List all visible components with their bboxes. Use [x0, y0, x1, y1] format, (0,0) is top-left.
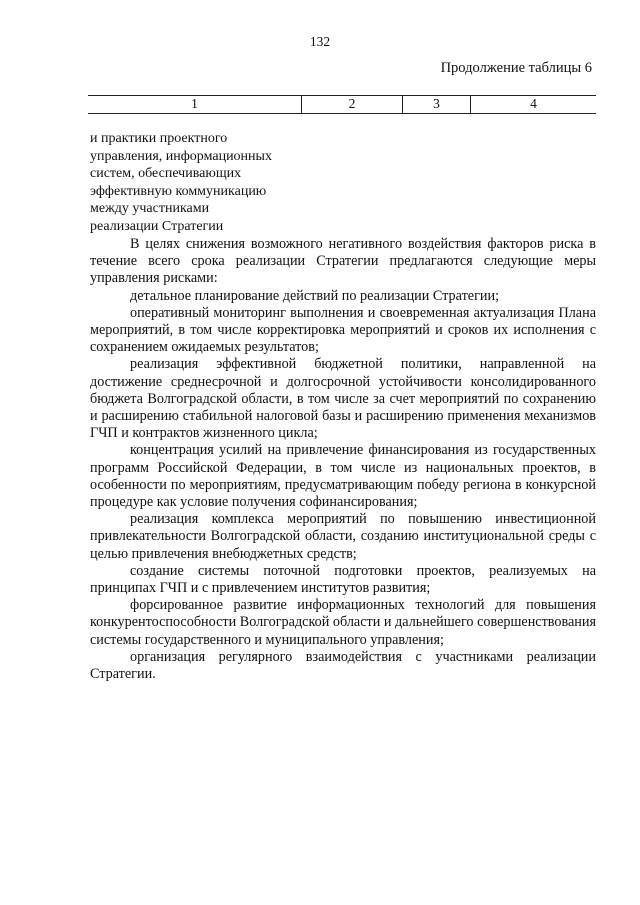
cell-line: управления, информационных [90, 148, 272, 164]
table-cell-column-1 [90, 130, 272, 235]
paragraph-measure: реализация эффективной бюджетной политики, направленной на достижение среднесрочной и долгосрочной устойчивости консолидированного бюджета Волгоградской области, в том числе за счет мероприятий по сохранению и расширению стабильной налоговой базы и расширению применения механизмов ГЧП и контрактов жизненного цикла; [90, 356, 596, 442]
cell-line: между участниками [90, 201, 210, 216]
cell-line: реализации Стратегии [90, 218, 224, 234]
paragraph-measure: форсированное развитие информационных технологий для повышения конкурентоспособности Волгоградской области и дальнейшего совершенствования системы государственного и муниципального управления; [90, 597, 596, 648]
paragraph-measure: создание системы поточной подготовки проектов, реализуемых на принципах ГЧП и с привлечением институтов развития; [90, 562, 596, 597]
page-number: 132 [309, 34, 331, 49]
paragraph-measure: концентрация усилий на привлечение финансирования из государственных программ Российской Федерации, в том числе из национальных проектов, в особенности по мероприятиям, предусматривающим победу региона в конкурсной процедуре как условие получения софинансирования; [90, 442, 596, 511]
paragraph-measure: реализация комплекса мероприятий по повышению инвестиционной привлекательности Волгоградской области, созданию институциональной среды с целью привлечения внебюджетных средств; [90, 511, 596, 562]
table-header-col-3: 3 [402, 96, 470, 113]
table-header-col-1: 1 [191, 96, 198, 111]
table-header-col-4: 4 [470, 96, 596, 113]
paragraph-intro: В целях снижения возможного негативного воздействия факторов риска в течение всего срока реализации Стратегии предлагаются следующие меры управления рисками: [90, 236, 596, 287]
cell-line: и практики проектного [90, 131, 228, 146]
paragraph-measure: детальное планирование действий по реализации Стратегии; [130, 287, 500, 304]
body-text [90, 236, 596, 683]
table-header-col-2: 2 [301, 96, 402, 113]
paragraph-measure: оперативный мониторинг выполнения и своевременная актуализация Плана мероприятий, в том числе корректировка мероприятий и сроков их исполнения с сохранением ожидаемых результатов; [90, 304, 596, 356]
cell-line: систем, обеспечивающих [90, 166, 242, 181]
cell-line: эффективную коммуникацию [90, 183, 267, 199]
table-header-row [88, 95, 596, 114]
paragraph-measure: организация регулярного взаимодействия с участниками реализации Стратегии. [90, 648, 596, 683]
table-continuation-label: Продолжение таблицы 6 [440, 60, 592, 76]
